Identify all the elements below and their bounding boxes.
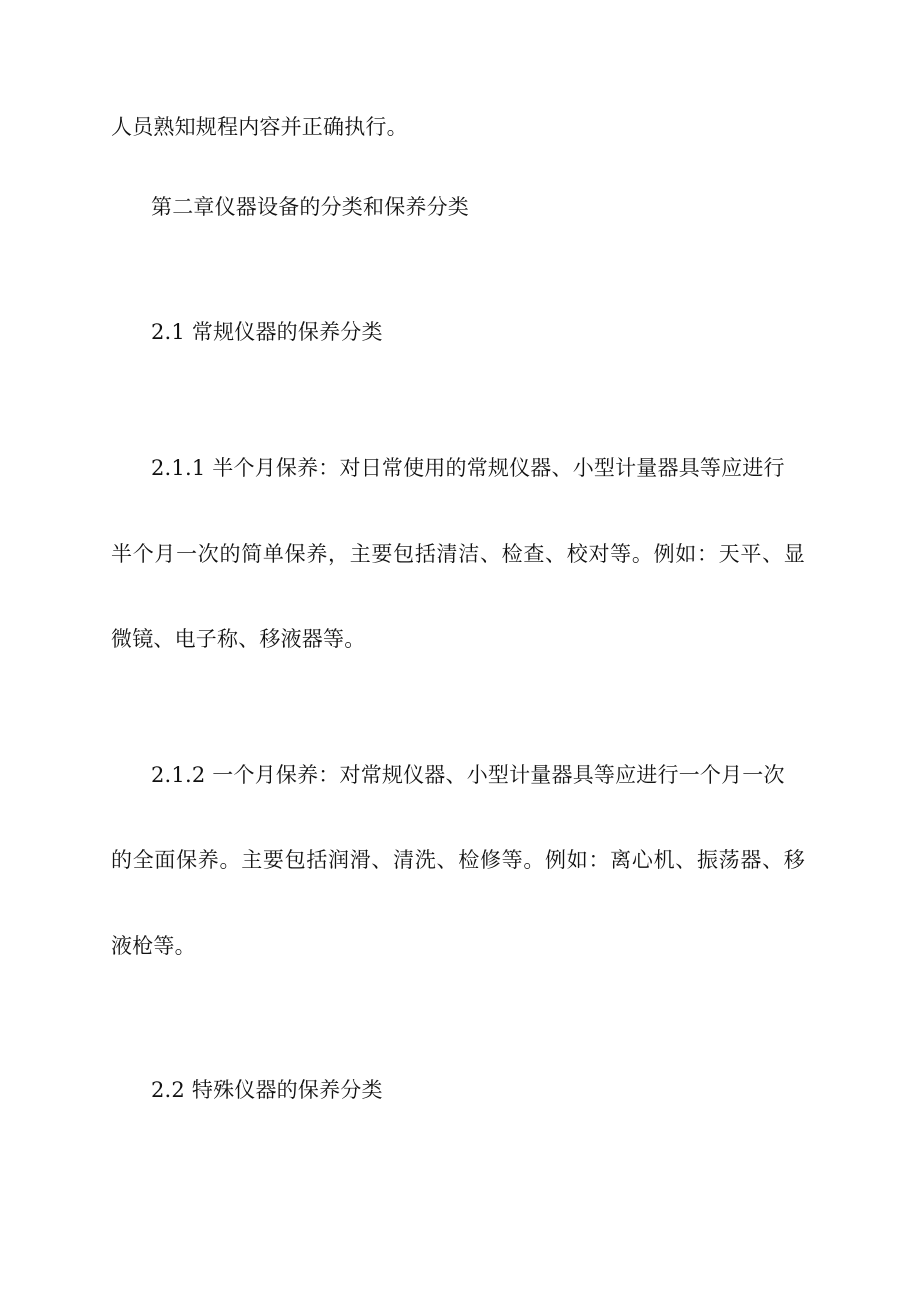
paragraph-2-1-2-line-3: 液枪等。 <box>111 934 196 958</box>
paragraph-2-1-1-line-1: 2.1.1 半个月保养：对日常使用的常规仪器、小型计量器具等应进行 <box>151 456 785 480</box>
paragraph-2-1-1-line-3: 微镜、电子称、移液器等。 <box>111 627 366 651</box>
section-heading-2-1: 2.1 常规仪器的保养分类 <box>151 320 383 344</box>
chapter-title: 第二章仪器设备的分类和保养分类 <box>151 195 469 219</box>
section-heading-2-2: 2.2 特殊仪器的保养分类 <box>151 1078 383 1102</box>
paragraph-2-1-2-line-2: 的全面保养。主要包括润滑、清洗、检修等。例如：离心机、振荡器、移 <box>111 848 805 872</box>
paragraph-2-1-2-line-1: 2.1.2 一个月保养：对常规仪器、小型计量器具等应进行一个月一次 <box>151 763 785 787</box>
continuation-text: 人员熟知规程内容并正确执行。 <box>111 115 408 139</box>
paragraph-2-1-1-line-2: 半个月一次的简单保养，主要包括清洁、检查、校对等。例如：天平、显 <box>111 542 805 566</box>
